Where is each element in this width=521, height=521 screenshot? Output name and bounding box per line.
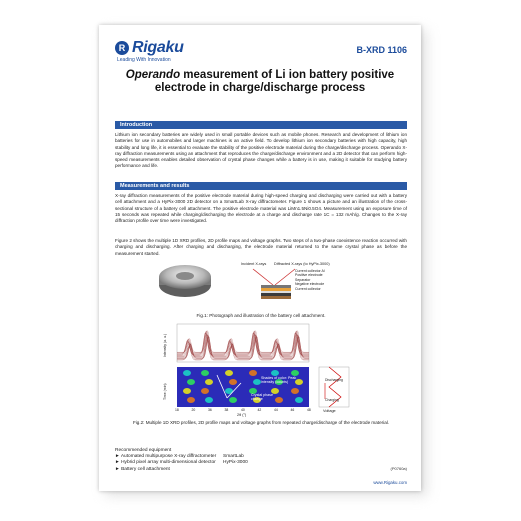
layer-label: Separator (295, 277, 311, 282)
discharging-label: Discharging (325, 378, 343, 382)
profile-map-panel (177, 367, 309, 407)
equipment-model: HyPix-3000 (223, 460, 248, 466)
x-tick-label: 38 (224, 408, 229, 412)
x-tick-label: 48 (307, 408, 311, 412)
map-xlabel: 2θ (°) (237, 413, 247, 417)
phase-note: Crystal phase change (251, 393, 273, 402)
map-intensity-spot (183, 370, 191, 376)
figure-2-caption: Fig.2: Multiple 1D XRD profiles, 2D profile maps and voltage graphs from repeated charge/discharge of the electrode material. (132, 420, 390, 425)
document-id: B-XRD 1106 (356, 45, 407, 55)
map-intensity-spot (253, 379, 261, 385)
map-intensity-spot (229, 397, 237, 403)
document-page (99, 25, 421, 491)
equipment-name: ► Automated multipurpose X-ray diffractometer (115, 454, 217, 460)
x-tick-label: 20 (191, 408, 196, 412)
section-heading-introduction: Introduction (115, 121, 407, 129)
page-title (109, 69, 411, 95)
map-intensity-spot (295, 397, 303, 403)
equipment-name: ► Battery cell attachment (115, 466, 170, 472)
x-tick-label: 46 (290, 408, 295, 412)
layer-label: Positive electrode (295, 273, 323, 278)
map-ylabel: Time (min) (163, 383, 167, 400)
map-intensity-spot (205, 397, 213, 403)
map-intensity-spot (205, 379, 213, 385)
layer-label: Current collector (295, 286, 321, 291)
map-intensity-spot (225, 370, 233, 376)
voltage-xlabel: Voltage (323, 409, 336, 413)
x-tick-label: 40 (241, 408, 245, 412)
x-tick-label: 44 (274, 408, 278, 412)
map-intensity-spot (187, 397, 195, 403)
map-intensity-spot (229, 379, 237, 385)
rigaku-logo (115, 39, 184, 57)
intro-paragraph: Lithium ion secondary batteries are widely used in small portable devices such as mobile phones. Research and development of lithium ion batteries for use in automobiles and larger machines is an active field. To develop lithium ion secondary batteries with high capacity, high stability and long life, it is essential to evaluate the stability of the positive electrode material during the charge/discharge process. Operando X-ray diffraction measurements using an attachment that reproduces the charge/discharge environment and a 2D detector that can perform high-speed measurements enables detailed observation of crystal phase changes while a battery is in use, making it suitable for studying battery performance and life. (115, 132, 407, 169)
logo-text: Rigaku (132, 39, 184, 56)
map-intensity-spot (249, 370, 257, 376)
results-paragraph-1: X-ray diffraction measurements of the positive electrode material during high-speed charging and discharging were carried out with a battery cell attachment and a HyPix-3000 2D detector on a SmartLab X-ray diffractometer. Figure 1 shows a picture and an illustration of the cross-sectional structure of a battery cell attachment. The positive electrode material was LiMn1.5Ni0.5O4. Measurement using an exposure time of 15 seconds was repeated while charging/discharging the electrode at a charge and discharge rate 1C = 132 mAh/g. Changes to the X-ray diffraction profile over time were investigated. (115, 193, 407, 224)
title-italic: Operando (125, 69, 181, 81)
equipment-model: SmartLab (223, 454, 244, 460)
cell-cross-section-diagram (253, 269, 295, 299)
x-tick-label: 42 (257, 408, 262, 412)
section-heading-results: Measurements and results (115, 182, 407, 190)
profiles-ylabel: Intensity (a. u.) (163, 333, 167, 357)
x-tick-label: 36 (208, 408, 212, 412)
layer-labels (295, 269, 325, 291)
shade-note: Shades of color: Peak intensity (counts) (261, 376, 297, 385)
equipment-item (115, 467, 248, 473)
part-number: (P0760a) (390, 466, 407, 471)
map-intensity-spot (187, 379, 195, 385)
layer-label: Current collector Al (295, 269, 325, 273)
charging-label: Charging (325, 398, 339, 402)
battery-cell-photo (159, 265, 211, 297)
layer-label: Negative electrode (295, 282, 325, 287)
logo-mark-icon: R (115, 41, 129, 55)
x-tick-label: 18 (175, 408, 179, 412)
website-link[interactable]: www.Rigaku.com (373, 480, 407, 485)
brand-tagline: Leading With Innovation (117, 57, 171, 63)
results-paragraph-2: Figure 2 shows the multiple 1D XRD profiles, 2D profile maps and voltage graphs. Two steps of a two-phase coexistence reaction occurred with charging and discharging. After charging and discharging, the electrode material returned to the same crystal phase as before the measurement started. (115, 238, 407, 256)
map-intensity-spot (201, 370, 209, 376)
map-intensity-spot (183, 388, 191, 394)
equipment-name: ► Hybrid pixel array multi-dimensional detector (115, 460, 216, 466)
map-intensity-spot (201, 388, 209, 394)
label-incident: Incident X-rays (241, 262, 267, 266)
title-rest: measurement of Li ion battery positive electrode in charge/discharge process (154, 69, 395, 94)
map-intensity-spot (291, 388, 299, 394)
figure-1-caption: Fig.1: Photograph and illustration of the battery cell attachment. (196, 313, 326, 318)
equipment-heading: Recommended equipment (115, 448, 172, 453)
recommended-equipment (115, 448, 248, 473)
label-diffracted: Diffracted X-rays (to HyPix-3000) (274, 262, 330, 266)
